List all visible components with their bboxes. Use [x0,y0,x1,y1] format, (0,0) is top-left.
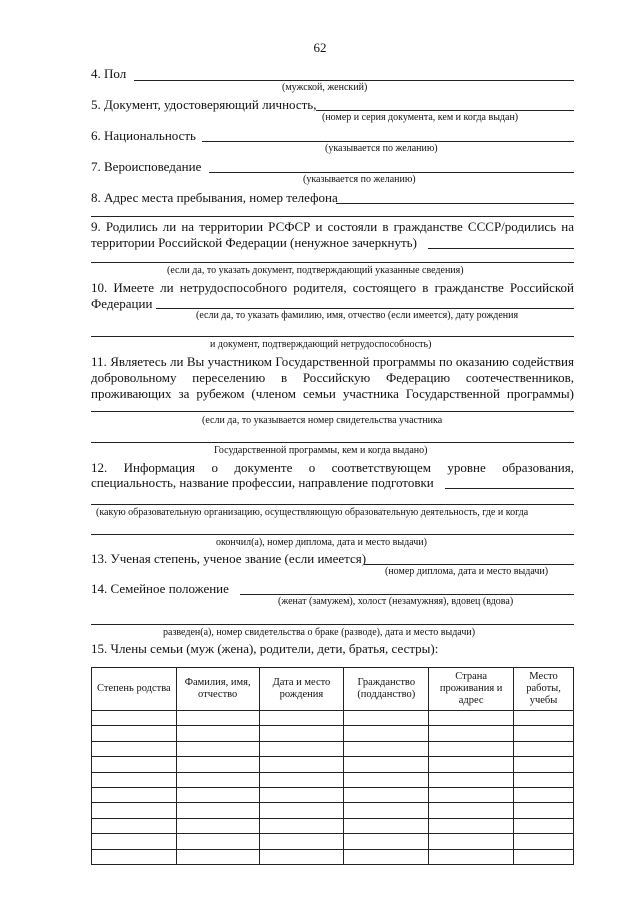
field-6-hint: (указывается по желанию) [325,143,438,154]
table-cell[interactable] [429,818,514,833]
table-row [92,711,574,726]
field-14-hint-2: разведен(а), номер свидетельства о браке (разводе), дата и место выдачи) [163,627,476,638]
field-12-line-2[interactable] [91,504,574,505]
field-10-text-1: 10. Имеете ли нетрудоспособного родителя, состоящего в гражданстве Российской [91,280,574,295]
table-cell[interactable] [92,772,177,787]
table-cell[interactable] [344,803,429,818]
table-cell[interactable] [92,726,177,741]
field-13-line[interactable] [364,564,574,565]
table-cell[interactable] [92,711,177,726]
table-row [92,772,574,787]
table-cell[interactable] [176,757,259,772]
field-7-label: 7. Вероисповедание [91,159,202,174]
field-11-text-3: проживающих за рубежом (членом семьи участника Государственной программы) [91,386,574,401]
family-members-table [91,667,574,865]
table-cell[interactable] [344,711,429,726]
table-cell[interactable] [259,772,344,787]
table-cell[interactable] [259,849,344,864]
table-row [92,834,574,849]
field-13-hint: (номер диплома, дата и место выдачи) [385,566,549,577]
field-11-line-1[interactable] [91,411,574,412]
table-cell[interactable] [429,711,514,726]
table-cell[interactable] [514,849,574,864]
field-10-hint-2: и документ, подтверждающий нетрудоспособность) [210,339,432,350]
table-cell[interactable] [92,803,177,818]
table-cell[interactable] [176,711,259,726]
table-cell[interactable] [344,787,429,802]
col-header-full-name: Фамилия, имя, отчество [176,668,259,711]
table-cell[interactable] [92,757,177,772]
field-14-line-2[interactable] [91,624,574,625]
table-cell[interactable] [176,834,259,849]
table-row [92,741,574,756]
table-cell[interactable] [92,741,177,756]
field-12-hint-2: окончил(а), номер диплома, дата и место выдачи) [216,537,427,548]
table-cell[interactable] [344,834,429,849]
table-cell[interactable] [344,849,429,864]
table-cell[interactable] [259,803,344,818]
field-12-text-2: специальность, название профессии, направление подготовки [91,475,434,490]
table-cell[interactable] [514,803,574,818]
field-11-line-2[interactable] [91,442,574,443]
table-cell[interactable] [259,711,344,726]
col-header-citizenship: Гражданство (подданство) [344,668,429,711]
family-table-body [92,711,574,865]
table-row [92,726,574,741]
col-header-work-study: Место работы, учебы [514,668,574,711]
table-cell[interactable] [429,741,514,756]
table-cell[interactable] [514,834,574,849]
field-11-text-1: 11. Являетесь ли Вы участником Государственной программы по оказанию содействия [91,354,574,369]
field-12-line-1[interactable] [445,488,574,489]
table-cell[interactable] [259,741,344,756]
table-cell[interactable] [176,803,259,818]
field-10-text-2: Федерации [91,296,153,311]
table-cell[interactable] [514,757,574,772]
table-cell[interactable] [176,726,259,741]
table-cell[interactable] [429,772,514,787]
page-number: 62 [313,40,327,55]
table-cell[interactable] [259,834,344,849]
table-cell[interactable] [176,849,259,864]
field-11-text-2: добровольному переселению в Российскую Федерацию соотечественников, [91,370,574,385]
field-4-line[interactable] [134,80,574,81]
field-8-label: 8. Адрес места пребывания, номер телефона [91,190,338,205]
table-cell[interactable] [176,787,259,802]
table-cell[interactable] [92,834,177,849]
table-cell[interactable] [259,818,344,833]
col-header-birth: Дата и место рождения [259,668,344,711]
field-4-hint: (мужской, женский) [282,82,368,93]
table-cell[interactable] [176,818,259,833]
table-row [92,757,574,772]
field-12-line-3[interactable] [91,534,574,535]
table-cell[interactable] [92,787,177,802]
field-9-text-2: территории Российской Федерации (ненужное зачеркнуть) [91,235,417,250]
table-cell[interactable] [259,757,344,772]
field-9-text-1: 9. Родились ли на территории РСФСР и состояли в гражданстве СССР/родились на [91,219,574,234]
field-8-line-2[interactable] [91,216,574,217]
table-cell[interactable] [514,711,574,726]
table-cell[interactable] [344,741,429,756]
field-5-hint: (номер и серия документа, кем и когда выдан) [322,112,519,123]
field-6-label: 6. Национальность [91,128,196,143]
field-12-text-1: 12. Информация о документе о соответствующем уровне образования, [91,460,574,475]
col-header-relation: Степень родства [92,668,177,711]
field-12-hint-1: (какую образовательную организацию, осуществляющую образовательную деятельность, где и когда [96,507,529,518]
table-cell[interactable] [176,772,259,787]
field-9-line-2[interactable] [91,262,574,263]
table-cell[interactable] [92,818,177,833]
table-cell[interactable] [514,818,574,833]
table-cell[interactable] [429,757,514,772]
field-14-hint-1: (женат (замужем), холост (незамужняя), вдовец (вдова) [278,596,514,607]
field-11-hint-2: Государственной программы, кем и когда выдано) [214,445,428,456]
field-6-line[interactable] [202,141,574,142]
table-cell[interactable] [429,834,514,849]
table-cell[interactable] [429,803,514,818]
table-cell[interactable] [514,726,574,741]
field-5-line[interactable] [316,110,574,111]
table-cell[interactable] [514,787,574,802]
table-cell[interactable] [514,741,574,756]
table-cell[interactable] [344,772,429,787]
table-row [92,818,574,833]
table-row [92,803,574,818]
field-9-hint: (если да, то указать документ, подтверждающий указанные сведения) [167,265,464,276]
field-9-line-1[interactable] [428,248,574,249]
field-7-hint: (указывается по желанию) [303,174,416,185]
field-15-label: 15. Члены семьи (муж (жена), родители, дети, братья, сестры): [91,641,439,656]
table-cell[interactable] [176,741,259,756]
table-cell[interactable] [92,849,177,864]
table-header-row [92,668,574,711]
table-row [92,787,574,802]
field-14-line-1[interactable] [240,594,574,595]
field-10-line-1[interactable] [156,308,574,309]
field-10-hint-1: (если да, то указать фамилию, имя, отчество (если имеется), дату рождения [196,310,519,321]
table-cell[interactable] [259,726,344,741]
table-row [92,849,574,864]
field-11-hint-1: (если да, то указывается номер свидетельства участника [202,415,443,426]
table-cell[interactable] [259,787,344,802]
table-cell[interactable] [429,849,514,864]
field-14-label: 14. Семейное положение [91,581,229,596]
col-header-country-address: Страна проживания и адрес [429,668,514,711]
table-cell[interactable] [344,757,429,772]
table-cell[interactable] [429,726,514,741]
field-10-line-2[interactable] [91,336,574,337]
field-4-label: 4. Пол [91,66,127,81]
table-cell[interactable] [514,772,574,787]
table-cell[interactable] [344,818,429,833]
field-8-line-1[interactable] [336,203,574,204]
table-cell[interactable] [344,726,429,741]
table-cell[interactable] [429,787,514,802]
field-5-label: 5. Документ, удостоверяющий личность, [91,97,317,112]
field-13-label: 13. Ученая степень, ученое звание (если имеется) [91,551,367,566]
field-7-line[interactable] [209,172,574,173]
